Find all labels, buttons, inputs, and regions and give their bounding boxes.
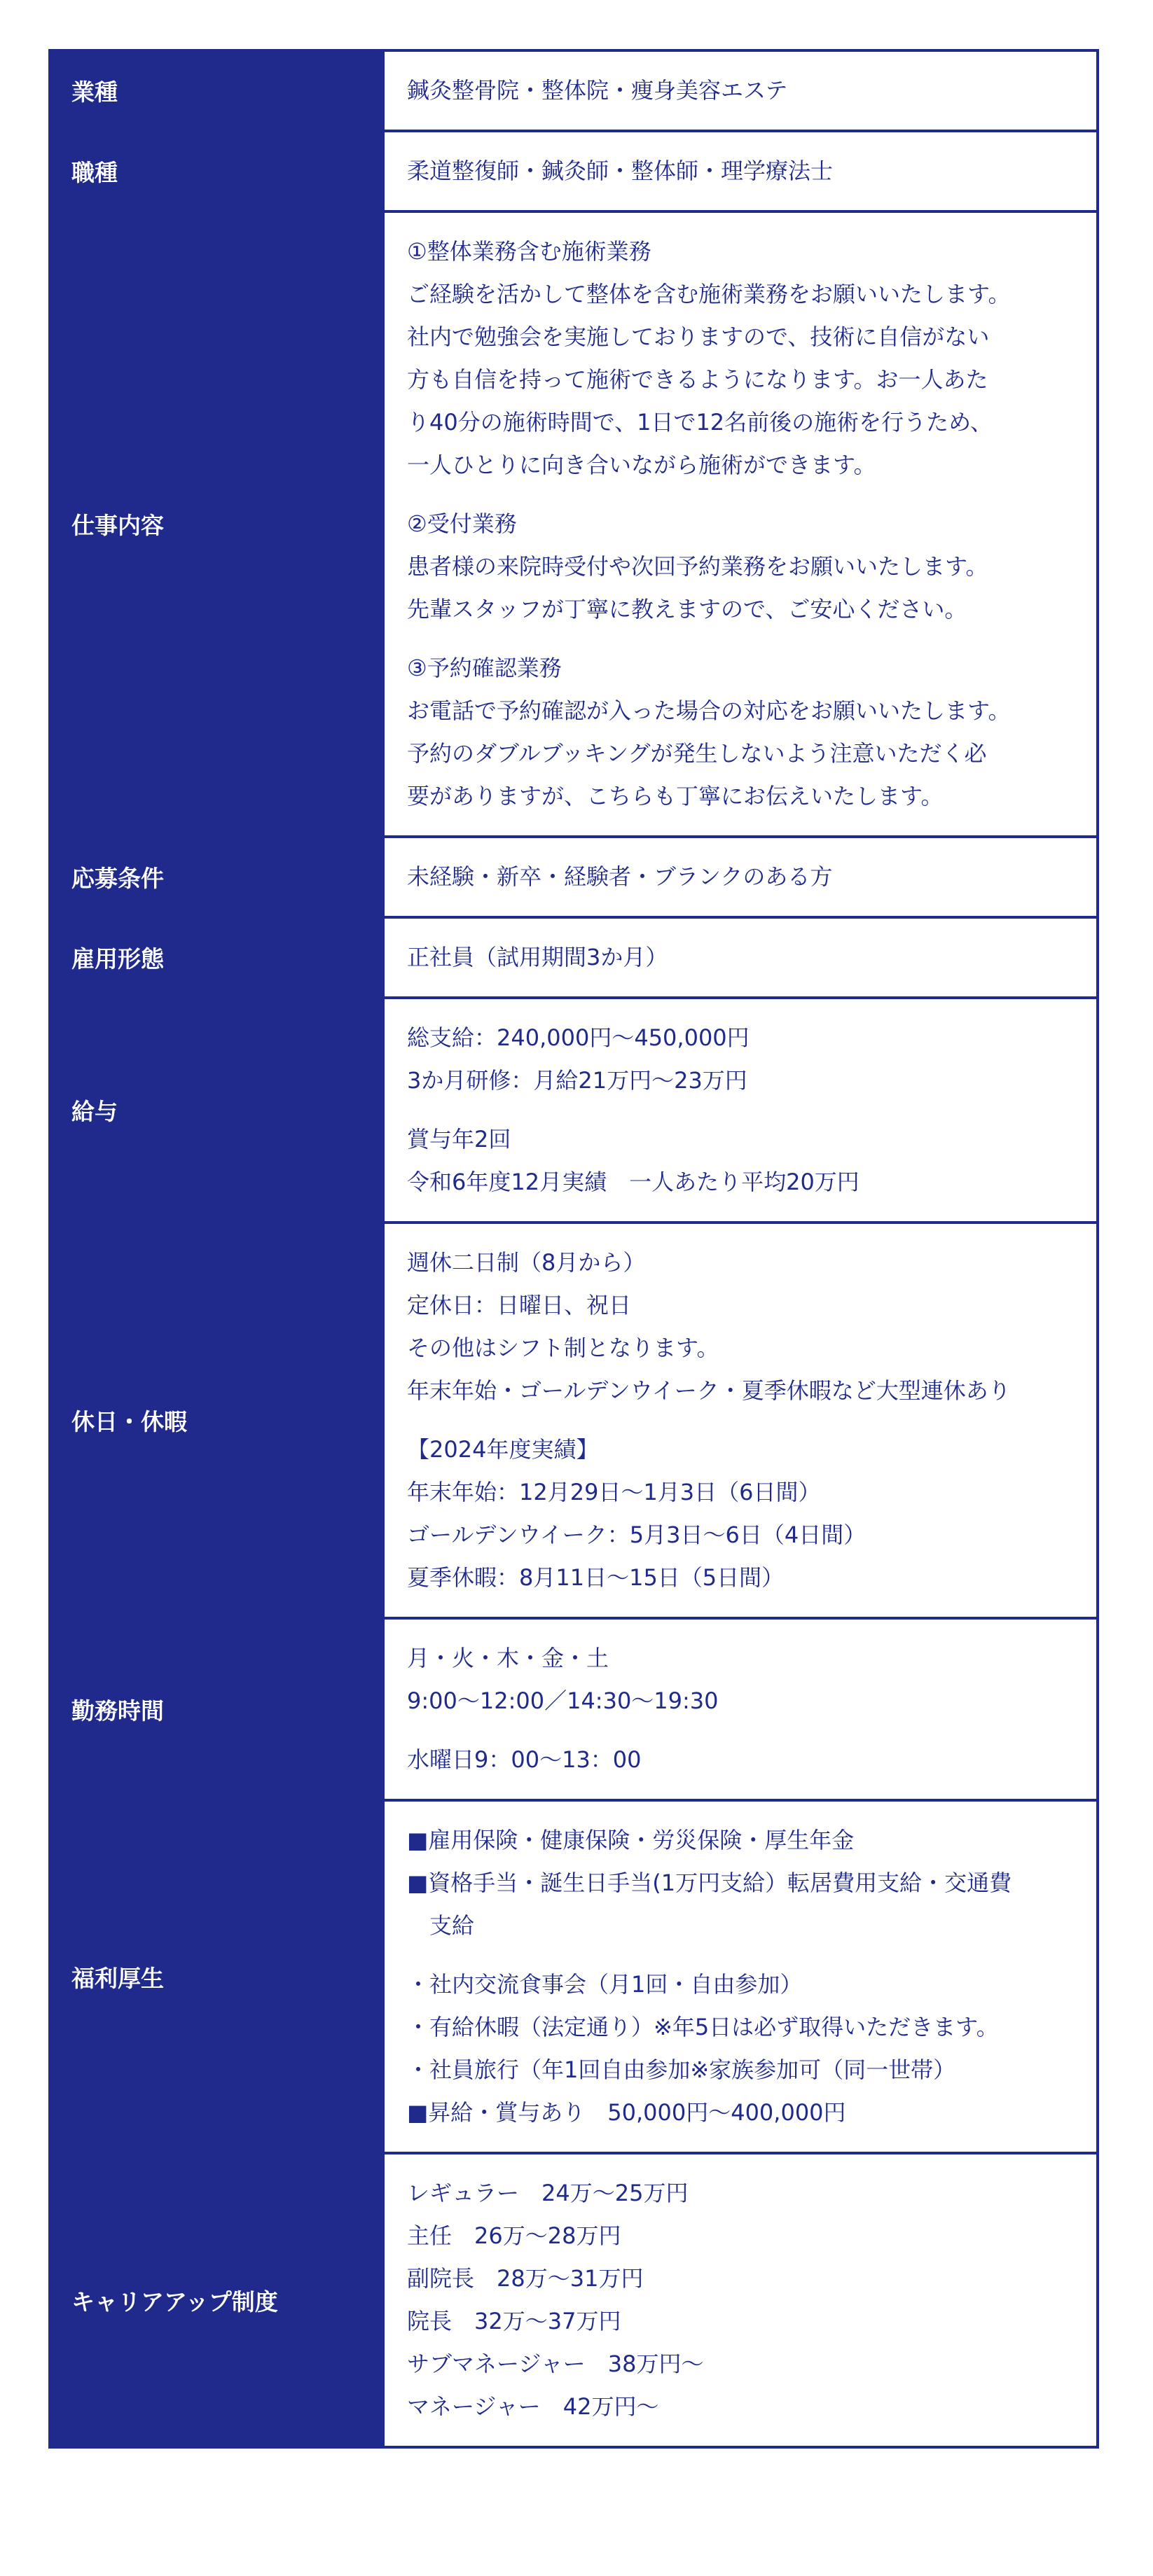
row-label-requirements: 応募条件 [51, 838, 385, 916]
table-row-salary [51, 996, 1096, 1221]
content-line: ③予約確認業務 [407, 655, 562, 681]
content-line: 月・火・木・金・土 [407, 1645, 609, 1671]
table-row-requirements [51, 835, 1096, 916]
table-row-industry [51, 52, 1096, 130]
row-label-career-up: キャリアアップ制度 [51, 2154, 385, 2446]
row-content-career-up [385, 2154, 1096, 2446]
content-block [407, 1637, 1078, 1722]
content-line: ・社員旅行（年1回自由参加※家族参加可（同一世帯） [407, 2056, 956, 2083]
row-content-requirements [385, 838, 1096, 916]
content-line: 支給 [407, 1912, 475, 1939]
table-row-employment-type [51, 916, 1096, 996]
content-line: 賞与年2回 [407, 1126, 511, 1153]
content-line: 年末年始：12月29日〜1月3日（6日間） [407, 1479, 821, 1505]
row-label-salary: 給与 [51, 999, 385, 1221]
content-line: 令和6年度12月実績 一人あたり平均20万円 [407, 1169, 859, 1195]
content-line: ゴールデンウイーク：5月3日〜6日（4日間） [407, 1522, 867, 1548]
row-content-employment-type [385, 919, 1096, 996]
row-content-benefits [385, 1802, 1096, 2152]
row-content-industry [385, 52, 1096, 130]
content-block [407, 1118, 1078, 1204]
row-label-holidays: 休日・休暇 [51, 1224, 385, 1617]
content-line: ご経験を活かして整体を含む施術業務をお願いいたします。 [407, 281, 1011, 307]
content-block [407, 503, 1078, 631]
table-row-benefits [51, 1799, 1096, 2152]
content-line: ■資格手当・誕生日手当(1万円支給）転居費用支給・交通費 [407, 1870, 1012, 1896]
table-row-holidays [51, 1221, 1096, 1617]
content-line: 方も自信を持って施術できるようになります。お一人あた [407, 366, 988, 393]
row-label-industry: 業種 [51, 52, 385, 130]
row-content-job-description [385, 213, 1096, 835]
content-line: レギュラー 24万〜25万円 [407, 2180, 689, 2206]
content-line: 主任 26万〜28万円 [407, 2222, 621, 2249]
row-content-salary [385, 999, 1096, 1221]
content-line: ②受付業務 [407, 510, 517, 537]
row-label-job-description: 仕事内容 [51, 213, 385, 835]
content-block [407, 1963, 1078, 2134]
content-line: 鍼灸整骨院・整体院・痩身美容エステ [407, 77, 788, 104]
content-line: 要がありますが、こちらも丁寧にお伝えいたします。 [407, 783, 944, 809]
content-block [407, 936, 1078, 979]
content-line: 夏季休暇：8月11日〜15日（5日間） [407, 1564, 785, 1591]
content-line: ①整体業務含む施術業務 [407, 238, 651, 265]
row-content-holidays [385, 1224, 1096, 1617]
content-block [407, 1241, 1078, 1412]
content-line: 水曜日9：00〜13：00 [407, 1746, 642, 1773]
content-line: 副院長 28万〜31万円 [407, 2265, 644, 2292]
content-line: 未経験・新卒・経験者・ブランクのある方 [407, 863, 833, 890]
job-info-table [48, 49, 1099, 2449]
row-label-employment-type: 雇用形態 [51, 919, 385, 996]
content-block [407, 2172, 1078, 2428]
content-line: り40分の施術時間で、1日で12名前後の施術を行うため、 [407, 409, 993, 436]
content-line: 一人ひとりに向き合いながら施術ができます。 [407, 452, 876, 478]
content-block [407, 856, 1078, 898]
content-block [407, 1739, 1078, 1781]
content-line: 先輩スタッフが丁寧に教えますので、ご安心ください。 [407, 596, 967, 622]
content-block [407, 230, 1078, 487]
content-block [407, 1428, 1078, 1599]
content-line: 総支給：240,000円〜450,000円 [407, 1024, 750, 1051]
content-line: 定休日：日曜日、祝日 [407, 1292, 632, 1318]
content-block [407, 69, 1078, 112]
table-row-working-hours [51, 1617, 1096, 1799]
row-label-benefits: 福利厚生 [51, 1802, 385, 2152]
content-line: マネージャー 42万円〜 [407, 2393, 659, 2420]
table-row-career-up [51, 2152, 1096, 2446]
content-block [407, 1017, 1078, 1102]
row-content-working-hours [385, 1620, 1096, 1799]
content-line: 年末年始・ゴールデンウイーク・夏季休暇など大型連休あり [407, 1377, 1011, 1404]
content-line: ■昇給・賞与あり 50,000円〜400,000円 [407, 2099, 846, 2126]
content-line: 9:00〜12:00／14:30〜19:30 [407, 1687, 719, 1714]
table-row-job-description [51, 210, 1096, 835]
content-line: その他はシフト制となります。 [407, 1335, 719, 1361]
content-line: お電話で予約確認が入った場合の対応をお願いいたします。 [407, 697, 1011, 724]
content-line: 患者様の来院時受付や次回予約業務をお願いいたします。 [407, 553, 988, 580]
content-line: 予約のダブルブッキングが発生しないよう注意いただく必 [407, 740, 987, 767]
content-line: 3か月研修：月給21万円〜23万円 [407, 1067, 747, 1094]
content-line: 正社員（試用期間3か月） [407, 944, 668, 970]
content-block [407, 150, 1078, 193]
row-label-working-hours: 勤務時間 [51, 1620, 385, 1799]
content-line: 【2024年度実績】 [407, 1436, 599, 1463]
content-block [407, 1819, 1078, 1947]
row-content-job-type [385, 132, 1096, 210]
content-line: ・社内交流食事会（月1回・自由参加） [407, 1971, 803, 1998]
content-line: 週休二日制（8月から） [407, 1249, 646, 1276]
content-block [407, 647, 1078, 818]
content-line: ・有給休暇（法定通り）※年5日は必ず取得いただきます。 [407, 2014, 999, 2040]
content-line: ■雇用保険・健康保険・労災保険・厚生年金 [407, 1827, 855, 1853]
content-line: 柔道整復師・鍼灸師・整体師・理学療法士 [407, 158, 834, 184]
content-line: 院長 32万〜37万円 [407, 2308, 621, 2334]
table-row-job-type [51, 130, 1096, 210]
row-label-job-type: 職種 [51, 132, 385, 210]
content-line: サブマネージャー 38万円〜 [407, 2351, 704, 2377]
content-line: 社内で勉強会を実施しておりますので、技術に自信がない [407, 323, 990, 350]
